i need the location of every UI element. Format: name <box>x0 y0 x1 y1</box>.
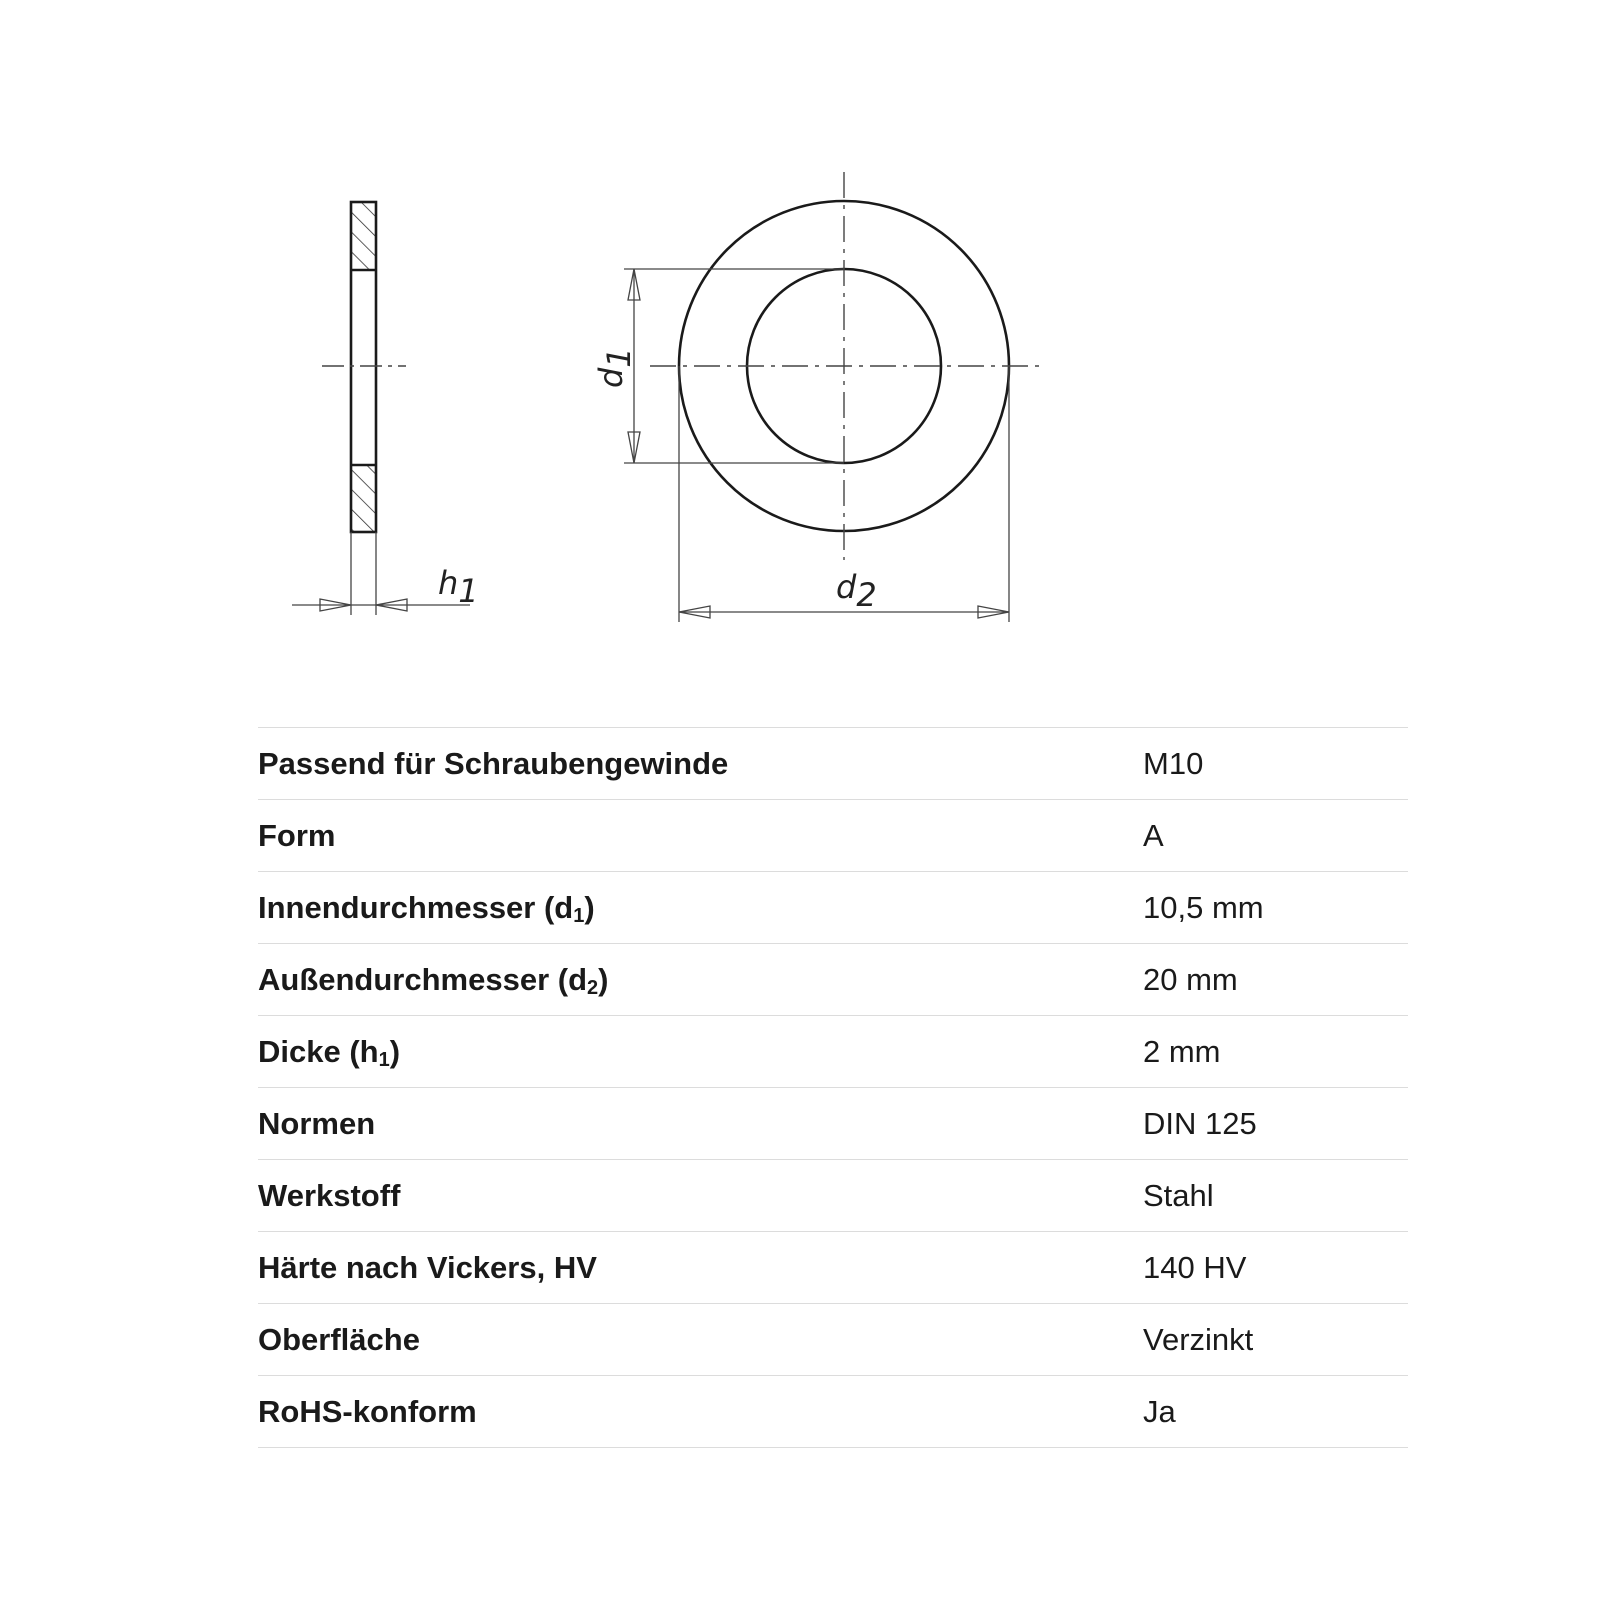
spec-label: RoHS-konform <box>258 1394 477 1429</box>
spec-value: 10,5 mm <box>1143 890 1264 925</box>
spec-value: 20 mm <box>1143 962 1238 997</box>
table-row <box>258 1304 1408 1376</box>
washer-technical-drawing <box>0 0 1600 700</box>
spec-value: DIN 125 <box>1143 1106 1257 1141</box>
spec-label: Außendurchmesser $(d_2)$ <box>258 962 609 999</box>
spec-label: Normen <box>258 1106 376 1141</box>
table-row <box>258 1232 1408 1304</box>
d2-label: d2 <box>836 568 877 614</box>
spec-value: Stahl <box>1143 1178 1214 1213</box>
specification-table <box>258 727 1408 1448</box>
table-row <box>258 1088 1408 1160</box>
table-row <box>258 944 1408 1016</box>
table-row <box>258 1016 1408 1088</box>
spec-value: M10 <box>1143 746 1204 781</box>
d1-label: d1 <box>592 347 638 388</box>
spec-label: Werkstoff <box>258 1178 401 1213</box>
spec-label: Dicke $(h_1)$ <box>258 1034 401 1071</box>
table-row <box>258 1160 1408 1232</box>
spec-value: A <box>1143 818 1164 853</box>
spec-label: Härte nach Vickers, HV <box>258 1250 597 1285</box>
spec-value: 140 HV <box>1143 1250 1247 1285</box>
spec-value: Verzinkt <box>1143 1322 1254 1357</box>
h1-label: h1 <box>438 564 479 610</box>
table-row <box>258 800 1408 872</box>
table-row <box>258 872 1408 944</box>
spec-label: Oberfläche <box>258 1322 420 1357</box>
front-view <box>592 172 1040 622</box>
spec-label: Innendurchmesser $(d_1)$ <box>258 890 595 927</box>
table-row <box>258 1376 1408 1448</box>
section-hatch-top <box>351 202 376 270</box>
spec-value: Ja <box>1143 1394 1176 1429</box>
spec-value: 2 mm <box>1143 1034 1221 1069</box>
section-hatch-bottom <box>351 465 376 532</box>
side-section-view <box>292 202 479 615</box>
table-row <box>258 728 1408 800</box>
spec-label: Passend für Schraubengewinde <box>258 746 729 781</box>
spec-label: Form <box>258 818 336 853</box>
